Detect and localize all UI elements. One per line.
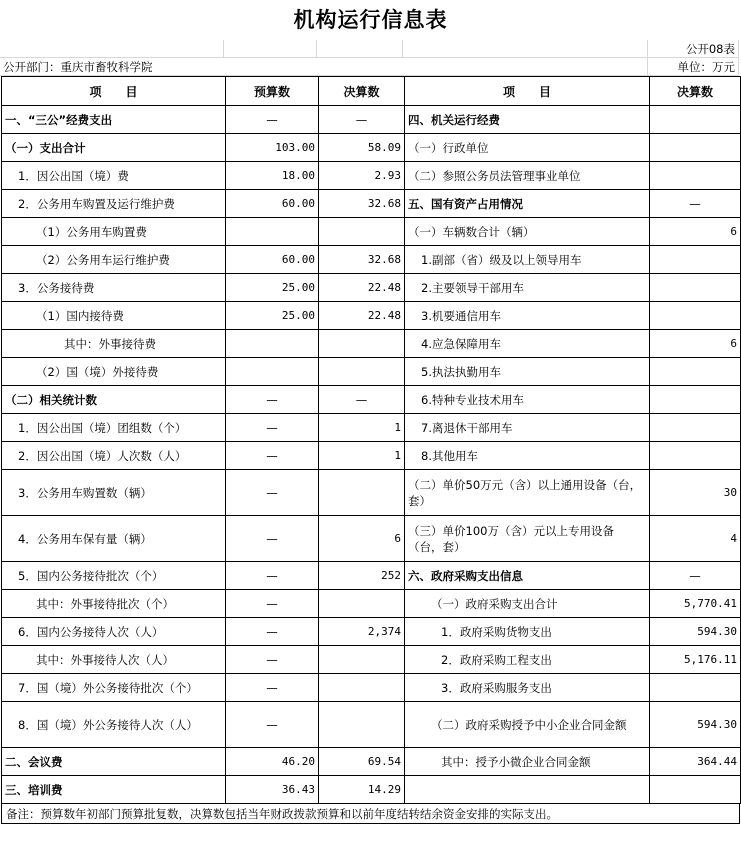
table-row: [2, 162, 741, 190]
row-right-label: 7.离退休干部用车: [405, 414, 650, 442]
table-row: [2, 134, 741, 162]
page-title: 机构运行信息表: [293, 7, 448, 32]
row-right-value: 594.30: [650, 702, 741, 748]
row-right-label: 3．政府采购服务支出: [405, 674, 650, 702]
table-row: [2, 776, 741, 804]
row-budget: 46.20: [226, 748, 319, 776]
row-right-label: 1.副部（省）级及以上领导用车: [405, 246, 650, 274]
row-right-label: 四、机关运行经费: [405, 106, 650, 134]
row-budget: —: [226, 674, 319, 702]
row-label: （二）相关统计数: [2, 386, 226, 414]
row-budget: 25.00: [226, 274, 319, 302]
row-budget: [226, 218, 319, 246]
table-row: [2, 442, 741, 470]
row-final: [319, 646, 405, 674]
table-row: [2, 646, 741, 674]
department-row: [0, 58, 741, 76]
row-label: 7．国（境）外公务接待批次（个）: [2, 674, 226, 702]
row-final: [319, 674, 405, 702]
row-right-label: （一）车辆数合计（辆）: [405, 218, 650, 246]
row-budget: —: [226, 414, 319, 442]
row-right-label: 8.其他用车: [405, 442, 650, 470]
row-right-value: 594.30: [650, 618, 741, 646]
footnote: 备注：预算数年初部门预算批复数，决算数包括当年财政拨款预算和以前年度结转结余资金安排的实际支出。: [1, 804, 740, 824]
row-budget: —: [226, 442, 319, 470]
row-final: —: [319, 386, 405, 414]
row-right-value: [650, 674, 741, 702]
table-row: [2, 674, 741, 702]
row-right-value: [650, 246, 741, 274]
row-final: 252: [319, 562, 405, 590]
row-final: 32.68: [319, 190, 405, 218]
row-right-label: 其中：授予小微企业合同金额: [405, 748, 650, 776]
row-final: 58.09: [319, 134, 405, 162]
row-right-label: 六、政府采购支出信息: [405, 562, 650, 590]
table-row: [2, 618, 741, 646]
row-right-value: 364.44: [650, 748, 741, 776]
table-row: [2, 190, 741, 218]
row-label: 一、“三公”经费支出: [2, 106, 226, 134]
table-row: [2, 246, 741, 274]
spacer-cell: [0, 40, 224, 58]
header-final-right: 决算数: [650, 77, 741, 106]
row-right-value: [650, 106, 741, 134]
row-budget: [226, 358, 319, 386]
row-final: [319, 590, 405, 618]
row-budget: 60.00: [226, 246, 319, 274]
row-budget: —: [226, 516, 319, 562]
row-right-label: 1．政府采购货物支出: [405, 618, 650, 646]
row-right-label: 3.机要通信用车: [405, 302, 650, 330]
row-budget: —: [226, 106, 319, 134]
row-budget: 36.43: [226, 776, 319, 804]
header-budget: 预算数: [226, 77, 319, 106]
row-final: [319, 330, 405, 358]
row-final: [319, 358, 405, 386]
row-final: 69.54: [319, 748, 405, 776]
row-budget: —: [226, 562, 319, 590]
row-label: 其中：外事接待批次（个）: [2, 590, 226, 618]
header-item-right: 项 目: [405, 77, 650, 106]
row-right-value: —: [650, 562, 741, 590]
spacer-cell: [403, 40, 648, 58]
row-final: —: [319, 106, 405, 134]
unit-label: 单位：万元: [648, 58, 739, 76]
row-label: 其中：外事接待费: [2, 330, 226, 358]
row-budget: 25.00: [226, 302, 319, 330]
row-budget: [226, 330, 319, 358]
row-label: 2．因公出国（境）人次数（人）: [2, 442, 226, 470]
row-label: 5．国内公务接待批次（个）: [2, 562, 226, 590]
row-final: [319, 702, 405, 748]
spacer-cell: [317, 40, 403, 58]
row-label: 二、会议费: [2, 748, 226, 776]
table-row: [2, 330, 741, 358]
row-budget: 60.00: [226, 190, 319, 218]
row-right-label: （三）单价100万（含）元以上专用设备（台，套）: [405, 516, 650, 562]
row-final: [319, 470, 405, 516]
info-table: [1, 76, 741, 804]
header-item: 项 目: [2, 77, 226, 106]
row-right-value: —: [650, 190, 741, 218]
table-row: [2, 748, 741, 776]
row-label: 8．国（境）外公务接待人次（人）: [2, 702, 226, 748]
row-right-label: 2．政府采购工程支出: [405, 646, 650, 674]
spacer-cell: [224, 40, 317, 58]
row-right-value: [650, 414, 741, 442]
row-label: （一）支出合计: [2, 134, 226, 162]
row-budget: —: [226, 646, 319, 674]
row-right-value: 30: [650, 470, 741, 516]
row-right-value: [650, 442, 741, 470]
row-label: 其中：外事接待人次（人）: [2, 646, 226, 674]
form-number-row: [0, 40, 741, 58]
row-right-value: [650, 358, 741, 386]
row-label: （2）公务用车运行维护费: [2, 246, 226, 274]
row-budget: —: [226, 470, 319, 516]
row-label: 3．公务接待费: [2, 274, 226, 302]
row-final: 2,374: [319, 618, 405, 646]
row-label: 1．因公出国（境）团组数（个）: [2, 414, 226, 442]
row-right-value: [650, 274, 741, 302]
row-final: 2.93: [319, 162, 405, 190]
table-row: [2, 302, 741, 330]
row-final: 6: [319, 516, 405, 562]
row-right-value: 5,770.41: [650, 590, 741, 618]
row-right-label: 五、国有资产占用情况: [405, 190, 650, 218]
row-budget: —: [226, 590, 319, 618]
row-label: （2）国（境）外接待费: [2, 358, 226, 386]
table-row: [2, 562, 741, 590]
row-right-value: 5,176.11: [650, 646, 741, 674]
row-right-label: 5.执法执勤用车: [405, 358, 650, 386]
row-budget: —: [226, 618, 319, 646]
row-right-value: [650, 134, 741, 162]
row-right-label: 4.应急保障用车: [405, 330, 650, 358]
table-row: [2, 702, 741, 748]
row-budget: —: [226, 386, 319, 414]
row-right-label: （一）政府采购支出合计: [405, 590, 650, 618]
table-row: [2, 218, 741, 246]
row-right-value: 4: [650, 516, 741, 562]
row-label: 4．公务用车保有量（辆）: [2, 516, 226, 562]
table-row: [2, 516, 741, 562]
row-final: 22.48: [319, 274, 405, 302]
row-right-label: （二）政府采购授予中小企业合同金额: [405, 702, 650, 748]
row-final: 14.29: [319, 776, 405, 804]
table-row: [2, 358, 741, 386]
row-right-label: 6.特种专业技术用车: [405, 386, 650, 414]
row-final: 32.68: [319, 246, 405, 274]
row-right-value: 6: [650, 218, 741, 246]
row-budget: 103.00: [226, 134, 319, 162]
table-row: [2, 386, 741, 414]
table-row: [2, 106, 741, 134]
department-label: 公开部门：重庆市畜牧科学院: [0, 58, 648, 76]
row-right-value: [650, 386, 741, 414]
header-row: [2, 77, 741, 106]
row-label: 3．公务用车购置数（辆）: [2, 470, 226, 516]
row-right-label: [405, 776, 650, 804]
row-label: 1．因公出国（境）费: [2, 162, 226, 190]
row-right-label: （一）行政单位: [405, 134, 650, 162]
row-final: 1: [319, 442, 405, 470]
row-label: 2．公务用车购置及运行维护费: [2, 190, 226, 218]
table-row: [2, 274, 741, 302]
row-right-value: [650, 776, 741, 804]
row-right-value: 6: [650, 330, 741, 358]
row-label: （1）公务用车购置费: [2, 218, 226, 246]
form-number: 公开08表: [648, 40, 739, 58]
row-right-value: [650, 302, 741, 330]
row-final: 22.48: [319, 302, 405, 330]
row-final: 1: [319, 414, 405, 442]
row-right-label: （二）参照公务员法管理事业单位: [405, 162, 650, 190]
header-final: 决算数: [319, 77, 405, 106]
row-budget: —: [226, 702, 319, 748]
row-label: 6．国内公务接待人次（人）: [2, 618, 226, 646]
row-budget: 18.00: [226, 162, 319, 190]
table-row: [2, 414, 741, 442]
row-label: （1）国内接待费: [2, 302, 226, 330]
row-right-label: （二）单价50万元（含）以上通用设备（台，套）: [405, 470, 650, 516]
row-right-value: [650, 162, 741, 190]
row-final: [319, 218, 405, 246]
table-row: [2, 470, 741, 516]
row-label: 三、培训费: [2, 776, 226, 804]
table-row: [2, 590, 741, 618]
row-right-label: 2.主要领导干部用车: [405, 274, 650, 302]
